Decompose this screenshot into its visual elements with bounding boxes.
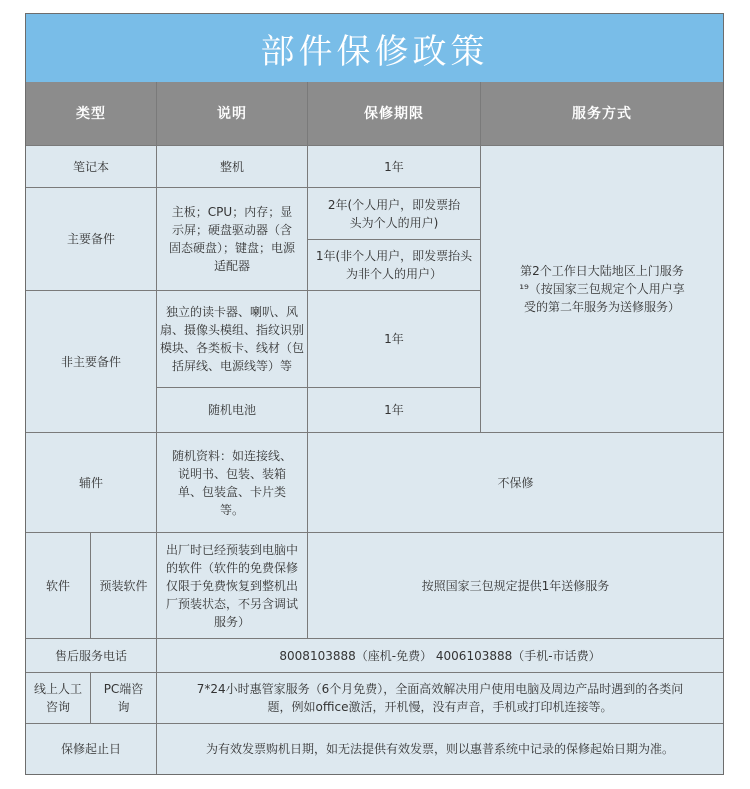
warranty-table: [25, 13, 724, 775]
header-service: 服务方式: [481, 82, 723, 146]
hotline-label: 售后服务电话: [26, 639, 157, 673]
minor-type: 非主要备件: [26, 291, 157, 433]
software-type: 软件: [26, 533, 91, 639]
hotline-value: 8008103888（座机-免费） 4006103888（手机-市话费）: [157, 639, 723, 673]
major-period-nonpersonal: 1年(非个人用户，即发票抬头为非个人的用户）: [308, 240, 481, 291]
accessory-type: 辅件: [26, 433, 157, 533]
laptop-desc: 整机: [157, 146, 308, 188]
page-title: 部件保修政策: [26, 14, 723, 82]
header-desc: 说明: [157, 82, 308, 146]
minor-desc: 独立的读卡器、喇叭、风扇、摄像头模组、指纹识别模块、各类板卡、线材（包括屏线、电源线等）等: [157, 291, 308, 388]
software-desc: 出厂时已经预装到电脑中的软件（软件的免费保修仅限于免费恢复到整机出厂预装状态，不另含调试服务）: [157, 533, 308, 639]
battery-desc: 随机电池: [157, 388, 308, 433]
online-label: 线上人工咨询: [26, 673, 91, 724]
online-sublabel: PC端咨询: [91, 673, 157, 724]
major-type: 主要备件: [26, 188, 157, 291]
online-value: 7*24小时惠管家服务（6个月免费），全面高效解决用户使用电脑及周边产品时遇到的各类问题，例如office激活，开机慢，没有声音，手机或打印机连接等。: [157, 673, 723, 724]
battery-period: 1年: [308, 388, 481, 433]
major-period-personal: 2年(个人用户，即发票抬头为个人的用户): [308, 188, 481, 240]
start-value: 为有效发票购机日期，如无法提供有效发票，则以惠普系统中记录的保修起始日期为准。: [205, 742, 674, 756]
laptop-period: 1年: [308, 146, 481, 188]
start-label: 保修起止日: [26, 724, 157, 774]
accessory-desc: 随机资料：如连接线、说明书、包装、装箱单、包装盒、卡片类等。: [157, 433, 308, 533]
header-type: 类型: [26, 82, 157, 146]
software-subtype: 预装软件: [91, 533, 157, 639]
major-desc: 主板；CPU；内存；显示屏；硬盘驱动器（含固态硬盘）；键盘；电源适配器: [157, 188, 308, 291]
header-period: 保修期限: [308, 82, 481, 146]
laptop-type: 笔记本: [26, 146, 157, 188]
service-method: 第2个工作日大陆地区上门服务¹⁹（按国家三包规定个人用户享受的第二年服务为送修服务）: [481, 146, 723, 433]
software-value: 按照国家三包规定提供1年送修服务: [308, 533, 723, 639]
accessory-value: 不保修: [308, 433, 723, 533]
minor-period: 1年: [308, 291, 481, 388]
